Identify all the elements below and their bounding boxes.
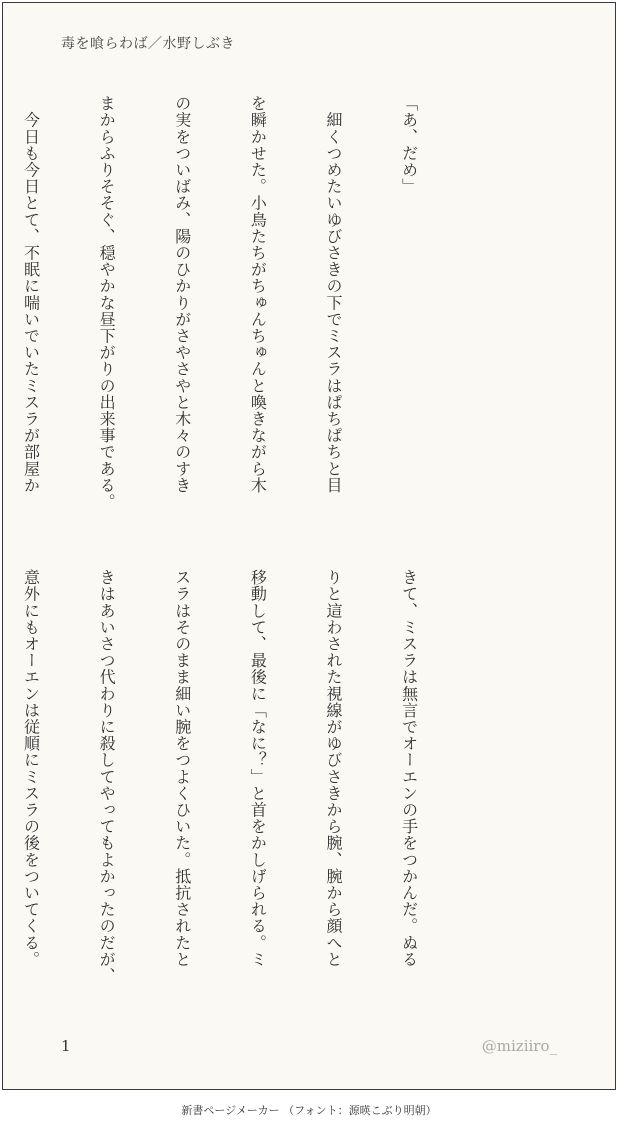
- footer-credit: 新書ページメーカー （フォント：源暎こぶり明朝）: [181, 1104, 437, 1117]
- text-line: の実をついばみ、陽のひかりがさやさやと木々のすき: [172, 95, 192, 494]
- text-line: 移動して、最後に「なに？」と首をかしげられる。ミ: [248, 569, 268, 968]
- text-line: 今日も今日とて、不眠に喘いでいたミスラが部屋か: [21, 95, 41, 494]
- book-page: [2, 2, 616, 1090]
- text-line: を瞬かせた。小鳥たちがちゅんちゅんと喚きながら木: [248, 95, 268, 494]
- text-line: スラはそのまま細い腕をつよくひいた。抵抗されたと: [172, 569, 192, 968]
- page-title: 毒を喰らわば／水野しぶき: [61, 36, 235, 52]
- page-number: 1: [61, 1037, 71, 1055]
- text-line: 意外にもオーエンは従順にミスラの後をついてくる。: [21, 569, 41, 968]
- text-block-bottom: [0, 569, 472, 984]
- text-line: 「あ、だめ」: [399, 95, 419, 195]
- text-block-top: [0, 95, 472, 525]
- text-line: まからふりそそぐ、穏やかな昼下がりの出来事である。: [97, 95, 117, 510]
- author-handle: @miziiro_: [481, 1037, 557, 1055]
- text-line: きはあいさつ代わりに殺してやってもよかったのだが、: [97, 569, 117, 984]
- text-line: 細くつめたいゆびさきの下でミスラはぱちぱちと目: [323, 95, 343, 494]
- text-line: きて、ミスラは無言でオーエンの手をつかんだ。ぬる: [399, 569, 419, 968]
- text-line: りと這わされた視線がゆびさきから腕、腕から顔へと: [323, 569, 343, 968]
